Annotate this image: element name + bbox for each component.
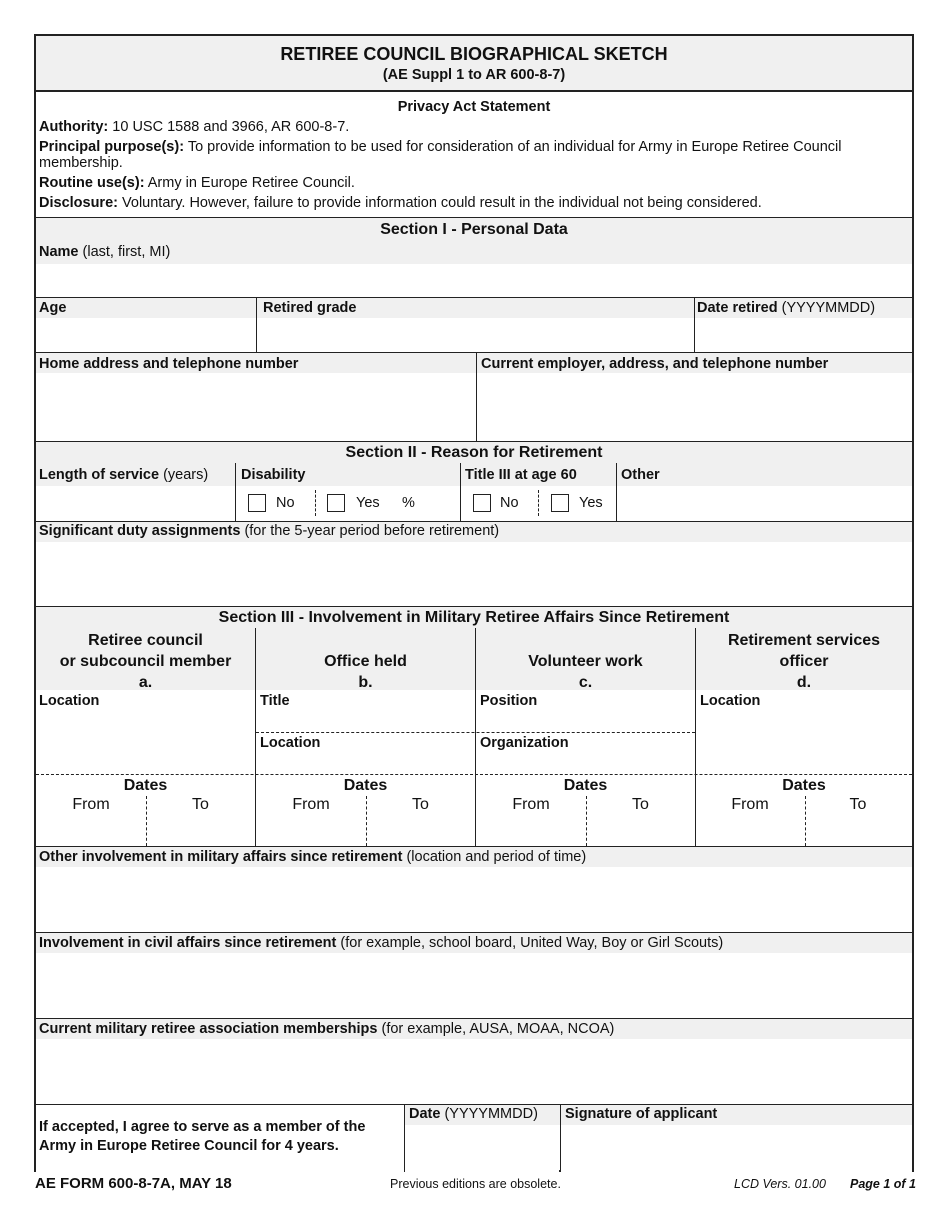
col-b-letter: b. (358, 674, 373, 691)
authority-line (39, 119, 349, 136)
sign-date-label-text: Date (409, 1106, 441, 1122)
purpose-line (39, 139, 841, 156)
civil-label-text: Involvement in civil affairs since retirement (39, 935, 337, 951)
col-c-organization-label: Organization (480, 735, 569, 751)
col-a-from-label: From (72, 796, 110, 813)
assoc-hint: (for example, AUSA, MOAA, NCOA) (381, 1021, 615, 1037)
divider (366, 796, 367, 846)
col-d-letter: d. (796, 674, 812, 691)
date-retired-label (697, 300, 875, 317)
age-field[interactable] (36, 319, 255, 352)
authority-label: Authority: (39, 119, 109, 135)
disclosure-text: Voluntary. However, failure to provide information could result in the individual not being considered. (122, 195, 762, 211)
name-label-text: Name (39, 244, 79, 260)
other-military-hint: (location and period of time) (406, 849, 587, 865)
sign-date-label (409, 1106, 538, 1123)
col-d-dates-label: Dates (782, 777, 826, 794)
routine-text: Army in Europe Retiree Council. (147, 175, 355, 191)
col-c-to-label: To (632, 796, 649, 813)
disclosure-label: Disclosure: (39, 195, 118, 211)
other-label: Other (621, 467, 660, 483)
duty-assignments-field[interactable] (36, 543, 912, 606)
employer-label: Current employer, address, and telephone number (481, 356, 829, 372)
date-retired-field[interactable] (695, 319, 912, 352)
date-retired-label-text: Date retired (697, 300, 778, 316)
agreement-line2: Army in Europe Retiree Council for 4 years. (39, 1138, 339, 1154)
employer-field[interactable] (477, 374, 912, 441)
col-a-location-label: Location (39, 693, 100, 709)
civil-hint: (for example, school board, United Way, Boy or Girl Scouts) (340, 935, 724, 951)
length-of-service-field[interactable] (36, 487, 234, 521)
editions-note: Previous editions are obsolete. (390, 1177, 561, 1191)
col-b-heading (256, 651, 475, 693)
authority-text: 10 USC 1588 and 3966, AR 600-8-7. (112, 119, 350, 135)
associations-field[interactable] (36, 1040, 912, 1104)
col-c-position-label: Position (480, 693, 538, 709)
duty-hint: (for the 5-year period before retirement) (244, 523, 500, 539)
col-d-line2: officer (779, 653, 829, 670)
col-c-heading (476, 651, 695, 693)
assoc-label-text: Current military retiree association memberships (39, 1021, 378, 1037)
col-b-to-label: To (412, 796, 429, 813)
los-hint: (years) (163, 467, 209, 483)
disability-yes-checkbox[interactable] (327, 494, 345, 512)
date-retired-hint: (YYYYMMDD) (781, 300, 876, 316)
disclosure-line (39, 195, 762, 212)
divider (36, 90, 912, 92)
other-military-label-text: Other involvement in military affairs since retirement (39, 849, 403, 865)
other-military-label (39, 849, 586, 866)
home-address-field[interactable] (36, 374, 475, 441)
home-address-label: Home address and telephone number (39, 356, 299, 372)
col-c-line1: Volunteer work (528, 653, 643, 670)
los-label-text: Length of service (39, 467, 160, 483)
purpose-line-2: membership. (39, 155, 123, 171)
title3-no-label: No (500, 495, 519, 511)
col-c-from-label: From (512, 796, 550, 813)
name-field[interactable] (36, 265, 912, 297)
associations-label (39, 1021, 614, 1038)
section2-heading: Section II - Reason for Retirement (345, 444, 603, 461)
other-military-field[interactable] (36, 868, 912, 932)
col-d-to-label: To (849, 796, 867, 813)
other-reason-field[interactable] (617, 487, 912, 521)
duty-label-text: Significant duty assignments (39, 523, 241, 539)
col-c-letter: c. (578, 674, 593, 691)
disability-label: Disability (241, 467, 306, 483)
divider (586, 796, 587, 846)
length-of-service-label (39, 467, 208, 484)
agreement-line1: If accepted, I agree to serve as a member of the (39, 1119, 366, 1135)
title3-no-checkbox[interactable] (473, 494, 491, 512)
purpose-text: To provide information to be used for consideration of an individual for Army in Europe Retiree Council (187, 139, 842, 155)
title3-yes-checkbox[interactable] (551, 494, 569, 512)
biographical-sketch-form (34, 34, 914, 1172)
col-b-dates-label: Dates (343, 777, 388, 794)
form-title: RETIREE COUNCIL BIOGRAPHICAL SKETCH (280, 44, 668, 64)
col-d-heading (696, 630, 912, 693)
title3-label: Title III at age 60 (465, 467, 577, 483)
col-b-from-label: From (292, 796, 330, 813)
duty-assignments-label (39, 523, 499, 540)
retired-grade-label: Retired grade (263, 300, 357, 316)
title3-yes-label: Yes (579, 495, 603, 511)
routine-label: Routine use(s): (39, 175, 145, 191)
col-d-from-label: From (731, 796, 769, 813)
sign-date-field[interactable] (405, 1126, 559, 1172)
disability-percent: % (402, 495, 415, 511)
section1-heading: Section I - Personal Data (380, 221, 568, 238)
col-a-line1: Retiree council (88, 632, 203, 649)
divider (805, 796, 806, 846)
col-b-line1: Office held (324, 653, 407, 670)
col-a-to-label: To (192, 796, 209, 813)
col-a-letter: a. (138, 674, 153, 691)
disability-options (236, 487, 459, 521)
civil-affairs-label (39, 935, 723, 952)
version-label: LCD Vers. 01.00 (734, 1177, 826, 1191)
disability-no-label: No (276, 495, 295, 511)
disability-no-checkbox[interactable] (248, 494, 266, 512)
retired-grade-field[interactable] (257, 319, 693, 352)
col-a-heading (36, 630, 255, 693)
name-label (39, 244, 170, 261)
col-b-title-label: Title (260, 693, 290, 709)
form-subtitle: (AE Suppl 1 to AR 600-8-7) (382, 67, 566, 83)
col-a-line2: or subcouncil member (59, 653, 232, 670)
col-a-dates-label: Dates (123, 777, 168, 794)
divider (146, 796, 147, 846)
sign-date-hint: (YYYYMMDD) (444, 1106, 538, 1122)
purpose-label: Principal purpose(s): (39, 139, 185, 155)
name-hint: (last, first, MI) (82, 244, 171, 260)
divider (36, 774, 912, 775)
signature-label: Signature of applicant (565, 1106, 718, 1122)
routine-line (39, 175, 355, 192)
civil-affairs-field[interactable] (36, 954, 912, 1018)
signature-field[interactable] (561, 1126, 912, 1172)
age-label: Age (39, 300, 67, 316)
col-c-dates-label: Dates (563, 777, 608, 794)
page-number: Page 1 of 1 (850, 1177, 916, 1191)
divider (256, 732, 695, 733)
divider (538, 490, 539, 516)
col-d-line1: Retirement services (727, 632, 881, 649)
col-d-location-label: Location (700, 693, 761, 709)
privacy-heading: Privacy Act Statement (397, 99, 551, 115)
disability-yes-label: Yes (356, 495, 380, 511)
col-b-location-label: Location (260, 735, 321, 751)
section3-heading: Section III - Involvement in Military Retiree Affairs Since Retirement (218, 609, 730, 626)
form-number: AE FORM 600-8-7A, MAY 18 (35, 1175, 232, 1192)
divider (315, 490, 316, 516)
